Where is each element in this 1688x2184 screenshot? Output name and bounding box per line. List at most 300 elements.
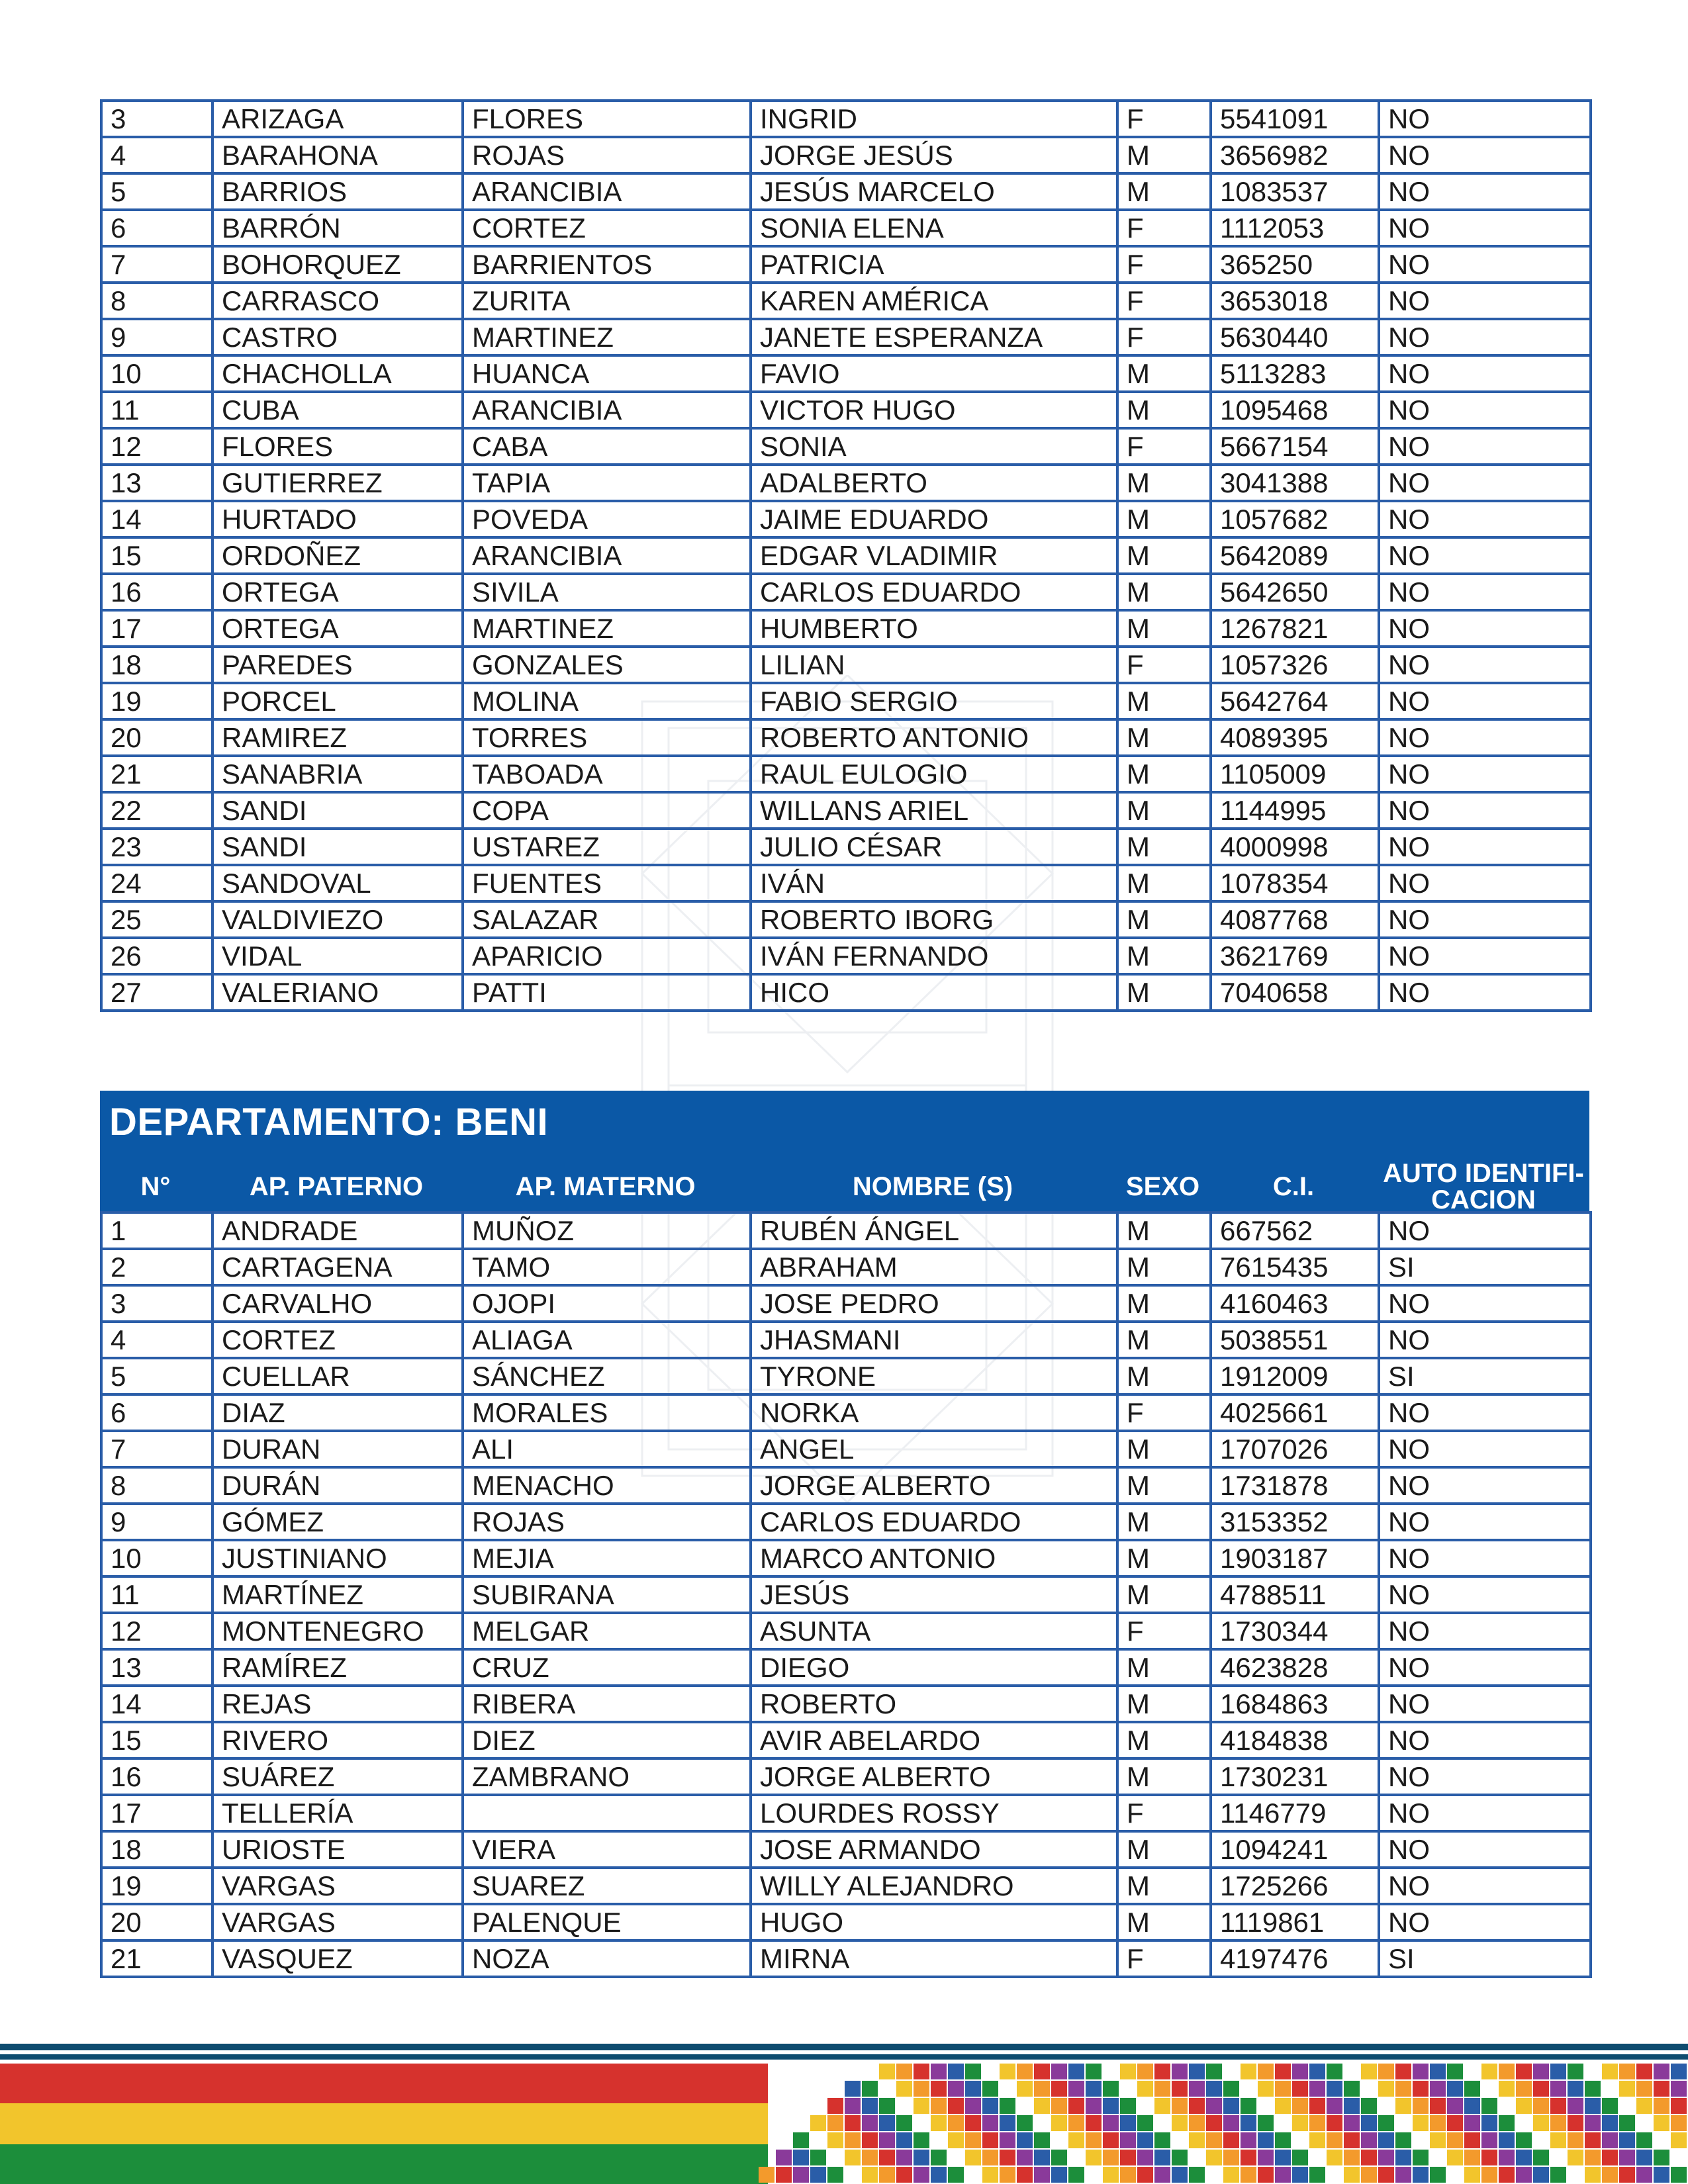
cell-ap-paterno: DURAN xyxy=(212,1431,463,1467)
cell-row-number: 7 xyxy=(101,1431,212,1467)
cell-ap-materno: ARANCIBIA xyxy=(463,173,751,210)
cell-row-number: 11 xyxy=(101,1576,212,1613)
cell-row-number: 15 xyxy=(101,1722,212,1758)
cell-nombre: LOURDES ROSSY xyxy=(751,1795,1117,1831)
cell-auto-identificacion: NO xyxy=(1379,574,1591,610)
cell-nombre: JULIO CÉSAR xyxy=(751,829,1117,865)
cell-ap-materno: SUBIRANA xyxy=(463,1576,751,1613)
cell-ap-paterno: SANDI xyxy=(212,829,463,865)
cell-ap-materno: MARTINEZ xyxy=(463,319,751,355)
cell-ci: 4160463 xyxy=(1211,1285,1379,1322)
cell-row-number: 9 xyxy=(101,1504,212,1540)
cell-auto-identificacion: NO xyxy=(1379,1576,1591,1613)
cell-ci: 1112053 xyxy=(1211,210,1379,246)
table-row xyxy=(101,1322,1591,1358)
table-row xyxy=(101,1686,1591,1722)
table-row xyxy=(101,1613,1591,1649)
cell-sexo: M xyxy=(1117,756,1211,792)
cell-ap-materno: VIERA xyxy=(463,1831,751,1868)
cell-ci: 4089395 xyxy=(1211,719,1379,756)
cell-ci: 5667154 xyxy=(1211,428,1379,465)
cell-ap-paterno: DURÁN xyxy=(212,1467,463,1504)
cell-sexo: F xyxy=(1117,1394,1211,1431)
cell-auto-identificacion: NO xyxy=(1379,465,1591,501)
cell-ap-materno: ARANCIBIA xyxy=(463,537,751,574)
cell-auto-identificacion: SI xyxy=(1379,1249,1591,1285)
table-row xyxy=(101,1431,1591,1467)
cell-row-number: 24 xyxy=(101,865,212,901)
cell-nombre: VICTOR HUGO xyxy=(751,392,1117,428)
cell-sexo: M xyxy=(1117,1212,1211,1249)
cell-ap-materno: DIEZ xyxy=(463,1722,751,1758)
table-row xyxy=(101,173,1591,210)
cell-row-number: 19 xyxy=(101,1868,212,1904)
cell-ap-paterno: VALERIANO xyxy=(212,974,463,1011)
table-row xyxy=(101,355,1591,392)
beni-table xyxy=(100,1211,1592,1978)
cell-auto-identificacion: NO xyxy=(1379,1322,1591,1358)
cell-ci: 1730231 xyxy=(1211,1758,1379,1795)
cell-row-number: 17 xyxy=(101,610,212,647)
cell-ap-materno: SIVILA xyxy=(463,574,751,610)
cell-nombre: ADALBERTO xyxy=(751,465,1117,501)
cell-row-number: 15 xyxy=(101,537,212,574)
cell-row-number: 8 xyxy=(101,283,212,319)
cell-sexo: F xyxy=(1117,246,1211,283)
cell-auto-identificacion: NO xyxy=(1379,865,1591,901)
cell-ap-materno: ALIAGA xyxy=(463,1322,751,1358)
cell-nombre: JOSE ARMANDO xyxy=(751,1831,1117,1868)
cell-row-number: 13 xyxy=(101,465,212,501)
cell-ap-paterno: CUELLAR xyxy=(212,1358,463,1394)
cell-ap-materno: PALENQUE xyxy=(463,1904,751,1940)
cell-row-number: 12 xyxy=(101,1613,212,1649)
cell-ap-materno xyxy=(463,1795,751,1831)
cell-nombre: TYRONE xyxy=(751,1358,1117,1394)
cell-row-number: 1 xyxy=(101,1212,212,1249)
table-row xyxy=(101,901,1591,938)
cell-ci: 7040658 xyxy=(1211,974,1379,1011)
cell-auto-identificacion: NO xyxy=(1379,829,1591,865)
cell-ap-paterno: DIAZ xyxy=(212,1394,463,1431)
cell-sexo: F xyxy=(1117,1940,1211,1977)
cell-row-number: 26 xyxy=(101,938,212,974)
cell-ci: 365250 xyxy=(1211,246,1379,283)
table-row xyxy=(101,974,1591,1011)
cell-ci: 5541091 xyxy=(1211,101,1379,137)
cell-ci: 3621769 xyxy=(1211,938,1379,974)
cell-auto-identificacion: SI xyxy=(1379,1940,1591,1977)
cell-sexo: F xyxy=(1117,319,1211,355)
cell-ap-paterno: PAREDES xyxy=(212,647,463,683)
table-row xyxy=(101,501,1591,537)
table-row xyxy=(101,1649,1591,1686)
cell-row-number: 4 xyxy=(101,1322,212,1358)
cell-row-number: 3 xyxy=(101,1285,212,1322)
cell-sexo: M xyxy=(1117,574,1211,610)
table-row xyxy=(101,1358,1591,1394)
cell-sexo: M xyxy=(1117,865,1211,901)
cell-auto-identificacion: NO xyxy=(1379,901,1591,938)
cell-ap-paterno: CORTEZ xyxy=(212,1322,463,1358)
cell-auto-identificacion: NO xyxy=(1379,792,1591,829)
cell-ap-paterno: JUSTINIANO xyxy=(212,1540,463,1576)
cell-nombre: HUMBERTO xyxy=(751,610,1117,647)
cell-ci: 1725266 xyxy=(1211,1868,1379,1904)
cell-nombre: EDGAR VLADIMIR xyxy=(751,537,1117,574)
cell-nombre: JORGE ALBERTO xyxy=(751,1758,1117,1795)
cell-ap-materno: COPA xyxy=(463,792,751,829)
department-title: DEPARTAMENTO: BENI xyxy=(109,1101,549,1144)
cell-ci: 3653018 xyxy=(1211,283,1379,319)
cell-sexo: M xyxy=(1117,1649,1211,1686)
table-row xyxy=(101,683,1591,719)
table-row xyxy=(101,938,1591,974)
header-sexo: SEXO xyxy=(1125,1172,1200,1201)
cell-ap-materno: CRUZ xyxy=(463,1649,751,1686)
cell-sexo: F xyxy=(1117,283,1211,319)
cell-auto-identificacion: NO xyxy=(1379,1868,1591,1904)
cell-nombre: INGRID xyxy=(751,101,1117,137)
table-row xyxy=(101,756,1591,792)
cell-row-number: 17 xyxy=(101,1795,212,1831)
cell-ap-paterno: RAMÍREZ xyxy=(212,1649,463,1686)
cell-ap-paterno: ARIZAGA xyxy=(212,101,463,137)
cell-row-number: 21 xyxy=(101,1940,212,1977)
cell-row-number: 6 xyxy=(101,1394,212,1431)
header-auto-identificacion: AUTO IDENTIFI- CACION xyxy=(1383,1159,1584,1214)
cell-sexo: M xyxy=(1117,355,1211,392)
cell-ap-materno: TORRES xyxy=(463,719,751,756)
cell-auto-identificacion: NO xyxy=(1379,428,1591,465)
cell-sexo: M xyxy=(1117,1504,1211,1540)
cell-auto-identificacion: NO xyxy=(1379,283,1591,319)
table-row xyxy=(101,719,1591,756)
cell-sexo: F xyxy=(1117,1795,1211,1831)
cell-nombre: NORKA xyxy=(751,1394,1117,1431)
cell-ci: 5113283 xyxy=(1211,355,1379,392)
cell-ci: 1057682 xyxy=(1211,501,1379,537)
cell-auto-identificacion: NO xyxy=(1379,974,1591,1011)
cell-auto-identificacion: NO xyxy=(1379,137,1591,173)
cell-ci: 5642650 xyxy=(1211,574,1379,610)
table-row xyxy=(101,1795,1591,1831)
table-row xyxy=(101,1831,1591,1868)
cell-nombre: ANGEL xyxy=(751,1431,1117,1467)
cell-sexo: M xyxy=(1117,1722,1211,1758)
table-row xyxy=(101,210,1591,246)
cell-auto-identificacion: NO xyxy=(1379,173,1591,210)
table-row xyxy=(101,101,1591,137)
cell-ci: 1144995 xyxy=(1211,792,1379,829)
cell-row-number: 5 xyxy=(101,1358,212,1394)
cell-nombre: DIEGO xyxy=(751,1649,1117,1686)
cell-ci: 5038551 xyxy=(1211,1322,1379,1358)
table-row xyxy=(101,1285,1591,1322)
cell-nombre: MARCO ANTONIO xyxy=(751,1540,1117,1576)
cell-ci: 1105009 xyxy=(1211,756,1379,792)
cell-ap-paterno: ORTEGA xyxy=(212,610,463,647)
cell-auto-identificacion: NO xyxy=(1379,1758,1591,1795)
cell-auto-identificacion: NO xyxy=(1379,1431,1591,1467)
cell-nombre: PATRICIA xyxy=(751,246,1117,283)
cell-nombre: JHASMANI xyxy=(751,1322,1117,1358)
cell-ap-materno: TABOADA xyxy=(463,756,751,792)
cell-nombre: CARLOS EDUARDO xyxy=(751,574,1117,610)
cell-ap-paterno: CARTAGENA xyxy=(212,1249,463,1285)
cell-ci: 3153352 xyxy=(1211,1504,1379,1540)
cell-sexo: M xyxy=(1117,792,1211,829)
cell-ci: 1731878 xyxy=(1211,1467,1379,1504)
cell-row-number: 10 xyxy=(101,1540,212,1576)
cell-ap-materno: FLORES xyxy=(463,101,751,137)
cell-ap-paterno: SUÁREZ xyxy=(212,1758,463,1795)
cell-ap-paterno: MONTENEGRO xyxy=(212,1613,463,1649)
cell-ci: 5630440 xyxy=(1211,319,1379,355)
cell-ap-materno: ROJAS xyxy=(463,1504,751,1540)
table-row xyxy=(101,792,1591,829)
cell-sexo: M xyxy=(1117,829,1211,865)
table-row xyxy=(101,1722,1591,1758)
cell-row-number: 7 xyxy=(101,246,212,283)
cell-auto-identificacion: NO xyxy=(1379,1722,1591,1758)
flag-stripe-green xyxy=(0,2144,768,2184)
cell-sexo: M xyxy=(1117,1249,1211,1285)
cell-sexo: M xyxy=(1117,1576,1211,1613)
cell-ap-paterno: GUTIERREZ xyxy=(212,465,463,501)
cell-auto-identificacion: NO xyxy=(1379,1831,1591,1868)
table-row xyxy=(101,829,1591,865)
cell-ap-materno: PATTI xyxy=(463,974,751,1011)
cell-ap-paterno: BARRÓN xyxy=(212,210,463,246)
cell-auto-identificacion: NO xyxy=(1379,392,1591,428)
cell-row-number: 2 xyxy=(101,1249,212,1285)
cell-auto-identificacion: NO xyxy=(1379,1686,1591,1722)
cell-ap-materno: CABA xyxy=(463,428,751,465)
cell-sexo: F xyxy=(1117,210,1211,246)
cell-auto-identificacion: NO xyxy=(1379,355,1591,392)
cell-sexo: M xyxy=(1117,1285,1211,1322)
cell-ap-paterno: RIVERO xyxy=(212,1722,463,1758)
cell-row-number: 19 xyxy=(101,683,212,719)
cell-sexo: F xyxy=(1117,647,1211,683)
cell-nombre: IVÁN FERNANDO xyxy=(751,938,1117,974)
cell-row-number: 18 xyxy=(101,1831,212,1868)
cell-ap-materno: MEJIA xyxy=(463,1540,751,1576)
cell-ci: 1057326 xyxy=(1211,647,1379,683)
cell-nombre: ROBERTO xyxy=(751,1686,1117,1722)
cell-row-number: 20 xyxy=(101,719,212,756)
cell-sexo: M xyxy=(1117,901,1211,938)
cell-ap-paterno: MARTÍNEZ xyxy=(212,1576,463,1613)
cell-ci: 4197476 xyxy=(1211,1940,1379,1977)
cell-ap-materno: BARRIENTOS xyxy=(463,246,751,283)
cell-auto-identificacion: NO xyxy=(1379,1795,1591,1831)
department-header xyxy=(100,1091,1589,1214)
cell-sexo: F xyxy=(1117,1613,1211,1649)
cell-nombre: MIRNA xyxy=(751,1940,1117,1977)
cell-ci: 4000998 xyxy=(1211,829,1379,865)
table-row xyxy=(101,246,1591,283)
cell-auto-identificacion: NO xyxy=(1379,537,1591,574)
table-row xyxy=(101,319,1591,355)
cell-row-number: 6 xyxy=(101,210,212,246)
cell-row-number: 20 xyxy=(101,1904,212,1940)
table-row xyxy=(101,574,1591,610)
cell-ap-paterno: TELLERÍA xyxy=(212,1795,463,1831)
cell-nombre: LILIAN xyxy=(751,647,1117,683)
cell-nombre: JAIME EDUARDO xyxy=(751,501,1117,537)
cell-ap-materno: MUÑOZ xyxy=(463,1212,751,1249)
cell-row-number: 16 xyxy=(101,574,212,610)
cell-ci: 667562 xyxy=(1211,1212,1379,1249)
flag-stripe-red xyxy=(0,2064,768,2103)
cell-sexo: M xyxy=(1117,137,1211,173)
cell-auto-identificacion: NO xyxy=(1379,647,1591,683)
cell-ci: 4025661 xyxy=(1211,1394,1379,1431)
cell-ap-paterno: PORCEL xyxy=(212,683,463,719)
cell-ap-materno: FUENTES xyxy=(463,865,751,901)
cell-auto-identificacion: NO xyxy=(1379,1649,1591,1686)
cell-ap-materno: GONZALES xyxy=(463,647,751,683)
cell-ap-paterno: ANDRADE xyxy=(212,1212,463,1249)
cell-row-number: 25 xyxy=(101,901,212,938)
header-number: N° xyxy=(140,1172,171,1201)
cell-sexo: M xyxy=(1117,1831,1211,1868)
cell-ci: 1094241 xyxy=(1211,1831,1379,1868)
cell-ap-paterno: GÓMEZ xyxy=(212,1504,463,1540)
cell-auto-identificacion: NO xyxy=(1379,938,1591,974)
cell-nombre: FAVIO xyxy=(751,355,1117,392)
cell-ap-materno: ZAMBRANO xyxy=(463,1758,751,1795)
cell-ap-materno: ARANCIBIA xyxy=(463,392,751,428)
cell-auto-identificacion: NO xyxy=(1379,210,1591,246)
cell-ci: 4623828 xyxy=(1211,1649,1379,1686)
cell-auto-identificacion: NO xyxy=(1379,319,1591,355)
cell-sexo: M xyxy=(1117,719,1211,756)
cell-ap-paterno: BARAHONA xyxy=(212,137,463,173)
cell-sexo: M xyxy=(1117,1431,1211,1467)
table-row xyxy=(101,1868,1591,1904)
cell-ci: 4788511 xyxy=(1211,1576,1379,1613)
cell-ci: 1903187 xyxy=(1211,1540,1379,1576)
table-row xyxy=(101,465,1591,501)
cell-nombre: WILLANS ARIEL xyxy=(751,792,1117,829)
cell-ap-materno: APARICIO xyxy=(463,938,751,974)
cell-ap-materno: USTAREZ xyxy=(463,829,751,865)
cell-ap-materno: CORTEZ xyxy=(463,210,751,246)
cell-ap-paterno: URIOSTE xyxy=(212,1831,463,1868)
table-row xyxy=(101,1576,1591,1613)
cell-row-number: 9 xyxy=(101,319,212,355)
cell-auto-identificacion: NO xyxy=(1379,1540,1591,1576)
cell-auto-identificacion: NO xyxy=(1379,1212,1591,1249)
cell-ap-materno: ALI xyxy=(463,1431,751,1467)
cell-sexo: M xyxy=(1117,1540,1211,1576)
header-ap-materno: AP. MATERNO xyxy=(515,1172,696,1201)
cell-row-number: 14 xyxy=(101,1686,212,1722)
cell-ap-paterno: SANDI xyxy=(212,792,463,829)
cell-nombre: CARLOS EDUARDO xyxy=(751,1504,1117,1540)
cell-ap-paterno: FLORES xyxy=(212,428,463,465)
cell-row-number: 14 xyxy=(101,501,212,537)
cell-ci: 4087768 xyxy=(1211,901,1379,938)
cell-ap-materno: MARTINEZ xyxy=(463,610,751,647)
cell-ci: 1083537 xyxy=(1211,173,1379,210)
cell-nombre: JESÚS xyxy=(751,1576,1117,1613)
cell-row-number: 4 xyxy=(101,137,212,173)
cell-ap-paterno: VARGAS xyxy=(212,1904,463,1940)
cell-row-number: 12 xyxy=(101,428,212,465)
table-row xyxy=(101,392,1591,428)
table-row xyxy=(101,1467,1591,1504)
cell-ci: 1730344 xyxy=(1211,1613,1379,1649)
cell-ci: 1912009 xyxy=(1211,1358,1379,1394)
cell-ap-materno: ZURITA xyxy=(463,283,751,319)
cell-nombre: JORGE JESÚS xyxy=(751,137,1117,173)
cell-ci: 1119861 xyxy=(1211,1904,1379,1940)
table-row xyxy=(101,1212,1591,1249)
header-ap-paterno: AP. PATERNO xyxy=(249,1172,424,1201)
table-row xyxy=(101,1249,1591,1285)
cell-auto-identificacion: NO xyxy=(1379,756,1591,792)
cell-nombre: IVÁN xyxy=(751,865,1117,901)
cell-sexo: M xyxy=(1117,974,1211,1011)
header-ci: C.I. xyxy=(1272,1172,1315,1201)
header-nombre: NOMBRE (S) xyxy=(852,1172,1013,1201)
cell-row-number: 18 xyxy=(101,647,212,683)
footer-band xyxy=(0,2044,1688,2184)
cell-ap-paterno: CUBA xyxy=(212,392,463,428)
cell-ap-paterno: HURTADO xyxy=(212,501,463,537)
cell-nombre: JOSE PEDRO xyxy=(751,1285,1117,1322)
cell-sexo: M xyxy=(1117,465,1211,501)
cell-auto-identificacion: NO xyxy=(1379,610,1591,647)
cell-ap-materno: HUANCA xyxy=(463,355,751,392)
table-row xyxy=(101,647,1591,683)
table-row xyxy=(101,1540,1591,1576)
cell-ci: 5642764 xyxy=(1211,683,1379,719)
cell-auto-identificacion: NO xyxy=(1379,246,1591,283)
cell-nombre: ROBERTO ANTONIO xyxy=(751,719,1117,756)
cell-nombre: SONIA xyxy=(751,428,1117,465)
cell-row-number: 11 xyxy=(101,392,212,428)
cell-ap-materno: SUAREZ xyxy=(463,1868,751,1904)
cell-sexo: M xyxy=(1117,537,1211,574)
table-row xyxy=(101,865,1591,901)
cell-ap-paterno: RAMIREZ xyxy=(212,719,463,756)
footer-line xyxy=(0,2044,1688,2050)
cell-ci: 3656982 xyxy=(1211,137,1379,173)
cell-ap-materno: TAPIA xyxy=(463,465,751,501)
cell-ap-paterno: ORTEGA xyxy=(212,574,463,610)
cell-nombre: FABIO SERGIO xyxy=(751,683,1117,719)
cell-ap-paterno: CARVALHO xyxy=(212,1285,463,1322)
cell-row-number: 16 xyxy=(101,1758,212,1795)
cell-sexo: M xyxy=(1117,1758,1211,1795)
cell-ap-materno: MORALES xyxy=(463,1394,751,1431)
cell-row-number: 27 xyxy=(101,974,212,1011)
cell-row-number: 23 xyxy=(101,829,212,865)
cell-ap-paterno: REJAS xyxy=(212,1686,463,1722)
cell-sexo: M xyxy=(1117,173,1211,210)
cell-ap-paterno: BOHORQUEZ xyxy=(212,246,463,283)
cell-auto-identificacion: NO xyxy=(1379,1467,1591,1504)
cell-sexo: M xyxy=(1117,1904,1211,1940)
cell-ci: 1078354 xyxy=(1211,865,1379,901)
cell-sexo: M xyxy=(1117,683,1211,719)
cell-row-number: 5 xyxy=(101,173,212,210)
